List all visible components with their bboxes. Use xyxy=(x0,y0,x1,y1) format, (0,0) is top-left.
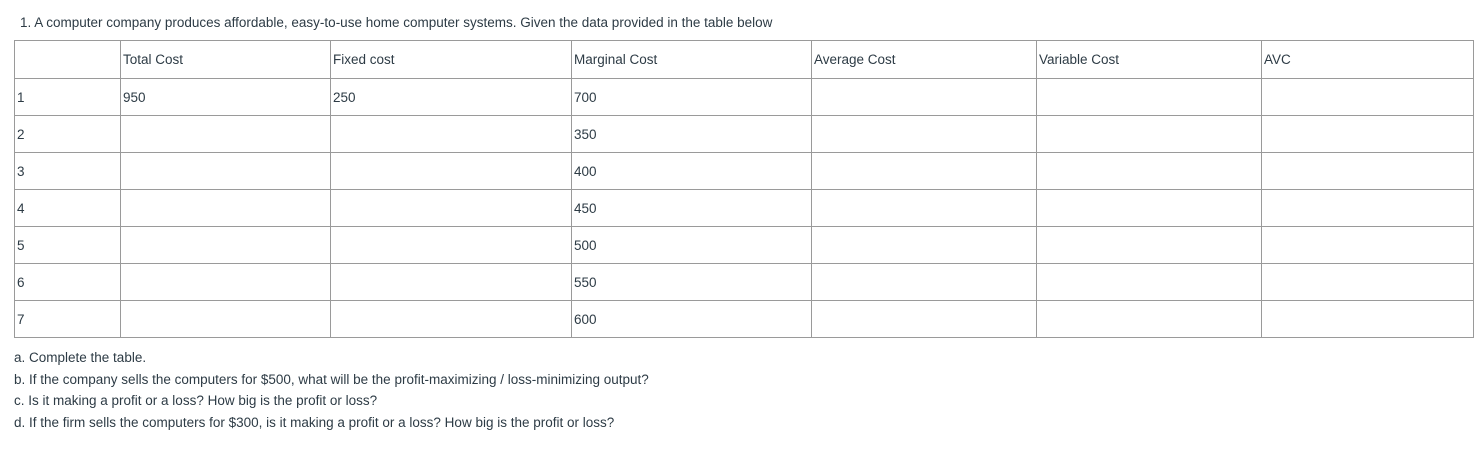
table-cell xyxy=(1037,264,1262,301)
table-row xyxy=(15,301,1474,338)
table-cell: 6 xyxy=(15,264,121,301)
header-cell-fixed-cost: Fixed cost xyxy=(331,41,572,79)
table-cell xyxy=(331,264,572,301)
table-cell xyxy=(121,153,331,190)
table-cell: 450 xyxy=(572,190,812,227)
table-row xyxy=(15,227,1474,264)
cost-table xyxy=(14,40,1474,338)
table-cell xyxy=(1037,79,1262,116)
table-cell xyxy=(1037,153,1262,190)
table-header-row xyxy=(15,41,1474,79)
table-cell xyxy=(331,190,572,227)
table-cell: 700 xyxy=(572,79,812,116)
table-cell: 350 xyxy=(572,116,812,153)
question-c: c. Is it making a profit or a loss? How big is the profit or loss? xyxy=(14,393,378,409)
table-cell xyxy=(812,227,1037,264)
table-cell: 400 xyxy=(572,153,812,190)
table-cell: 550 xyxy=(572,264,812,301)
table-cell xyxy=(812,153,1037,190)
table-cell: 2 xyxy=(15,116,121,153)
table-cell: 7 xyxy=(15,301,121,338)
table-cell xyxy=(331,227,572,264)
question-a: a. Complete the table. xyxy=(14,350,147,365)
table-cell: 5 xyxy=(15,227,121,264)
table-cell: 500 xyxy=(572,227,812,264)
table-cell xyxy=(1262,301,1474,338)
table-cell xyxy=(121,227,331,264)
table-cell xyxy=(1262,79,1474,116)
table-cell xyxy=(812,79,1037,116)
table-cell xyxy=(121,190,331,227)
table-cell: 250 xyxy=(331,79,572,116)
table-cell xyxy=(121,116,331,153)
table-cell: 1 xyxy=(15,79,121,116)
table-cell: 4 xyxy=(15,190,121,227)
table-cell xyxy=(1037,227,1262,264)
table-cell xyxy=(1262,190,1474,227)
table-cell xyxy=(121,301,331,338)
table-cell: 950 xyxy=(121,79,331,116)
question-list xyxy=(14,347,649,433)
table-cell xyxy=(1037,190,1262,227)
table-cell xyxy=(1262,116,1474,153)
table-cell xyxy=(121,264,331,301)
table-cell xyxy=(331,116,572,153)
header-cell-avc: AVC xyxy=(1262,41,1474,79)
table-cell xyxy=(812,264,1037,301)
table-row xyxy=(15,153,1474,190)
table-row xyxy=(15,116,1474,153)
question-b: b. If the company sells the computers for $500, what will be the profit-maximizing / loss-minimizing output? xyxy=(14,371,649,387)
table-cell xyxy=(331,153,572,190)
table-cell xyxy=(812,190,1037,227)
table-cell xyxy=(1262,264,1474,301)
table-row xyxy=(15,79,1474,116)
table-cell xyxy=(1262,153,1474,190)
table-cell xyxy=(1037,301,1262,338)
table-cell: 600 xyxy=(572,301,812,338)
question-title: 1. A computer company produces affordable, easy-to-use home computer systems. Given the data provided in the table below xyxy=(20,15,773,30)
header-cell-marginal-cost: Marginal Cost xyxy=(572,41,812,79)
header-cell-average-cost: Average Cost xyxy=(812,41,1037,79)
question-d: d. If the firm sells the computers for $300, is it making a profit or a loss? How big is the profit or loss? xyxy=(14,414,615,430)
table-cell xyxy=(1037,116,1262,153)
header-cell-total-cost: Total Cost xyxy=(121,41,331,79)
table-row xyxy=(15,264,1474,301)
table-cell xyxy=(1262,227,1474,264)
table-cell xyxy=(331,301,572,338)
table-row xyxy=(15,190,1474,227)
header-cell-variable-cost: Variable Cost xyxy=(1037,41,1262,79)
table-cell xyxy=(812,116,1037,153)
header-cell-quantity xyxy=(15,41,121,79)
table-cell xyxy=(812,301,1037,338)
table-cell: 3 xyxy=(15,153,121,190)
